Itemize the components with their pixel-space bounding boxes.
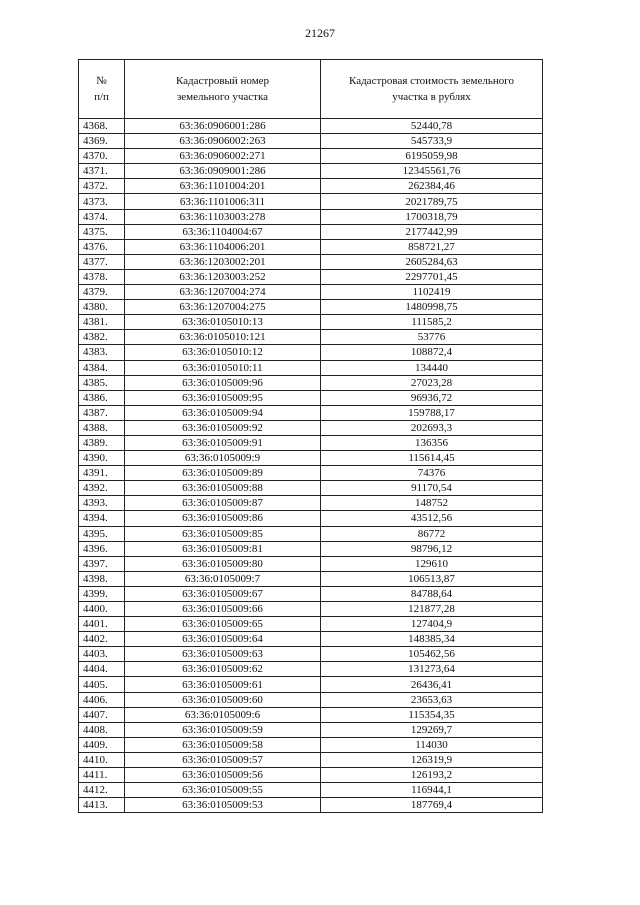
table-row — [79, 768, 543, 783]
cadastral-value: 105462,56 — [321, 647, 543, 662]
cadastral-value: 108872,4 — [321, 345, 543, 360]
table-row — [79, 390, 543, 405]
table-row — [79, 752, 543, 767]
table-row — [79, 435, 543, 450]
cadastral-value: 202693,3 — [321, 420, 543, 435]
header-num: № п/п — [79, 60, 125, 119]
row-number: 4403. — [79, 647, 125, 662]
cadastral-value: 74376 — [321, 466, 543, 481]
cadastral-number: 63:36:0105009:53 — [125, 798, 321, 813]
cadastral-value: 858721,27 — [321, 239, 543, 254]
row-number: 4399. — [79, 586, 125, 601]
row-number: 4373. — [79, 194, 125, 209]
row-number: 4410. — [79, 752, 125, 767]
table-row — [79, 179, 543, 194]
table-row — [79, 602, 543, 617]
table-row — [79, 254, 543, 269]
page-number: 21267 — [305, 26, 335, 40]
row-number: 4376. — [79, 239, 125, 254]
cadastral-value: 148752 — [321, 496, 543, 511]
row-number: 4387. — [79, 405, 125, 420]
row-number: 4385. — [79, 375, 125, 390]
cadastral-number: 63:36:0906002:271 — [125, 149, 321, 164]
table-row — [79, 541, 543, 556]
row-number: 4400. — [79, 602, 125, 617]
table-row — [79, 300, 543, 315]
cadastral-number: 63:36:0105009:87 — [125, 496, 321, 511]
cadastral-value: 27023,28 — [321, 375, 543, 390]
table-row — [79, 330, 543, 345]
cadastral-number: 63:36:0105009:58 — [125, 737, 321, 752]
table-row — [79, 224, 543, 239]
row-number: 4372. — [79, 179, 125, 194]
row-number: 4413. — [79, 798, 125, 813]
table-row — [79, 134, 543, 149]
cadastral-number: 63:36:0105009:56 — [125, 768, 321, 783]
cadastral-value: 136356 — [321, 435, 543, 450]
cadastral-number: 63:36:0105009:66 — [125, 602, 321, 617]
cadastral-number: 63:36:0105009:64 — [125, 632, 321, 647]
cadastral-value: 115354,35 — [321, 707, 543, 722]
cadastral-number: 63:36:1101004:201 — [125, 179, 321, 194]
cadastral-value: 114030 — [321, 737, 543, 752]
row-number: 4406. — [79, 692, 125, 707]
cadastral-number: 63:36:0105009:6 — [125, 707, 321, 722]
cadastral-number: 63:36:0909001:286 — [125, 164, 321, 179]
table-row — [79, 617, 543, 632]
table-row — [79, 662, 543, 677]
row-number: 4394. — [79, 511, 125, 526]
table-row — [79, 707, 543, 722]
cadastral-value: 26436,41 — [321, 677, 543, 692]
table-row — [79, 526, 543, 541]
cadastral-value: 6195059,98 — [321, 149, 543, 164]
cadastral-number: 63:36:1104004:67 — [125, 224, 321, 239]
cadastral-number: 63:36:0105009:61 — [125, 677, 321, 692]
cadastral-value: 106513,87 — [321, 571, 543, 586]
cadastral-number: 63:36:0105009:80 — [125, 556, 321, 571]
row-number: 4402. — [79, 632, 125, 647]
table-row — [79, 481, 543, 496]
row-number: 4398. — [79, 571, 125, 586]
cadastral-number: 63:36:1207004:275 — [125, 300, 321, 315]
row-number: 4374. — [79, 209, 125, 224]
cadastral-number: 63:36:1203002:201 — [125, 254, 321, 269]
cadastral-value-table — [78, 59, 543, 813]
cadastral-value: 134440 — [321, 360, 543, 375]
table-row — [79, 209, 543, 224]
cadastral-value: 2605284,63 — [321, 254, 543, 269]
cadastral-value: 159788,17 — [321, 405, 543, 420]
cadastral-number: 63:36:0105010:11 — [125, 360, 321, 375]
cadastral-number: 63:36:1103003:278 — [125, 209, 321, 224]
cadastral-value: 262384,46 — [321, 179, 543, 194]
cadastral-number: 63:36:0105009:91 — [125, 435, 321, 450]
cadastral-value: 23653,63 — [321, 692, 543, 707]
table-row — [79, 239, 543, 254]
table-row — [79, 692, 543, 707]
cadastral-number: 63:36:0105009:57 — [125, 752, 321, 767]
cadastral-number: 63:36:0105009:92 — [125, 420, 321, 435]
cadastral-value: 2297701,45 — [321, 269, 543, 284]
cadastral-value: 2177442,99 — [321, 224, 543, 239]
row-number: 4397. — [79, 556, 125, 571]
table-row — [79, 269, 543, 284]
cadastral-number: 63:36:0105009:81 — [125, 541, 321, 556]
row-number: 4380. — [79, 300, 125, 315]
row-number: 4384. — [79, 360, 125, 375]
cadastral-number: 63:36:0105009:94 — [125, 405, 321, 420]
row-number: 4371. — [79, 164, 125, 179]
row-number: 4395. — [79, 526, 125, 541]
cadastral-number: 63:36:1203003:252 — [125, 269, 321, 284]
header-cadastral-value: Кадастровая стоимость земельного участка в рублях — [321, 60, 543, 119]
table-row — [79, 783, 543, 798]
table-row — [79, 798, 543, 813]
cadastral-number: 63:36:0906001:286 — [125, 119, 321, 134]
table-row — [79, 571, 543, 586]
cadastral-number: 63:36:0105009:86 — [125, 511, 321, 526]
cadastral-value: 98796,12 — [321, 541, 543, 556]
row-number: 4378. — [79, 269, 125, 284]
row-number: 4389. — [79, 435, 125, 450]
cadastral-value: 86772 — [321, 526, 543, 541]
cadastral-number: 63:36:0105009:65 — [125, 617, 321, 632]
cadastral-value: 53776 — [321, 330, 543, 345]
table-row — [79, 119, 543, 134]
cadastral-value: 116944,1 — [321, 783, 543, 798]
cadastral-value: 52440,78 — [321, 119, 543, 134]
table-row — [79, 496, 543, 511]
header-cadastral-number: Кадастровый номер земельного участка — [125, 60, 321, 119]
cadastral-value: 1700318,79 — [321, 209, 543, 224]
row-number: 4382. — [79, 330, 125, 345]
row-number: 4407. — [79, 707, 125, 722]
cadastral-number: 63:36:0105009:7 — [125, 571, 321, 586]
cadastral-number: 63:36:0105009:85 — [125, 526, 321, 541]
cadastral-number: 63:36:0105010:121 — [125, 330, 321, 345]
row-number: 4390. — [79, 451, 125, 466]
table-row — [79, 466, 543, 481]
cadastral-value: 12345561,76 — [321, 164, 543, 179]
cadastral-value: 2021789,75 — [321, 194, 543, 209]
row-number: 4370. — [79, 149, 125, 164]
cadastral-value: 126193,2 — [321, 768, 543, 783]
table-row — [79, 345, 543, 360]
cadastral-value: 115614,45 — [321, 451, 543, 466]
table-row — [79, 677, 543, 692]
cadastral-value: 129610 — [321, 556, 543, 571]
cadastral-value: 121877,28 — [321, 602, 543, 617]
row-number: 4396. — [79, 541, 125, 556]
table-row — [79, 647, 543, 662]
table-row — [79, 194, 543, 209]
cadastral-number: 63:36:0105009:9 — [125, 451, 321, 466]
table-row — [79, 164, 543, 179]
row-number: 4408. — [79, 722, 125, 737]
row-number: 4411. — [79, 768, 125, 783]
table-row — [79, 360, 543, 375]
cadastral-value: 1102419 — [321, 285, 543, 300]
cadastral-value: 148385,34 — [321, 632, 543, 647]
row-number: 4386. — [79, 390, 125, 405]
table-row — [79, 556, 543, 571]
row-number: 4383. — [79, 345, 125, 360]
cadastral-number: 63:36:0105009:55 — [125, 783, 321, 798]
table-body — [79, 119, 543, 813]
cadastral-value: 127404,9 — [321, 617, 543, 632]
table-header-row — [79, 60, 543, 119]
row-number: 4392. — [79, 481, 125, 496]
row-number: 4412. — [79, 783, 125, 798]
cadastral-number: 63:36:0105009:95 — [125, 390, 321, 405]
cadastral-number: 63:36:0906002:263 — [125, 134, 321, 149]
cadastral-number: 63:36:0105009:67 — [125, 586, 321, 601]
cadastral-value: 43512,56 — [321, 511, 543, 526]
row-number: 4377. — [79, 254, 125, 269]
cadastral-number: 63:36:0105010:13 — [125, 315, 321, 330]
cadastral-number: 63:36:0105009:63 — [125, 647, 321, 662]
row-number: 4391. — [79, 466, 125, 481]
cadastral-number: 63:36:1207004:274 — [125, 285, 321, 300]
table-row — [79, 722, 543, 737]
table-row — [79, 405, 543, 420]
table-row — [79, 586, 543, 601]
cadastral-number: 63:36:0105010:12 — [125, 345, 321, 360]
table-row — [79, 451, 543, 466]
table-row — [79, 420, 543, 435]
cadastral-value: 91170,54 — [321, 481, 543, 496]
row-number: 4379. — [79, 285, 125, 300]
table-row — [79, 285, 543, 300]
cadastral-number: 63:36:1104006:201 — [125, 239, 321, 254]
cadastral-number: 63:36:0105009:60 — [125, 692, 321, 707]
cadastral-value: 84788,64 — [321, 586, 543, 601]
cadastral-number: 63:36:0105009:96 — [125, 375, 321, 390]
cadastral-value: 131273,64 — [321, 662, 543, 677]
row-number: 4404. — [79, 662, 125, 677]
cadastral-number: 63:36:0105009:89 — [125, 466, 321, 481]
cadastral-value: 111585,2 — [321, 315, 543, 330]
row-number: 4388. — [79, 420, 125, 435]
table-row — [79, 149, 543, 164]
table-row — [79, 632, 543, 647]
row-number: 4401. — [79, 617, 125, 632]
cadastral-number: 63:36:0105009:59 — [125, 722, 321, 737]
row-number: 4393. — [79, 496, 125, 511]
cadastral-value: 129269,7 — [321, 722, 543, 737]
row-number: 4369. — [79, 134, 125, 149]
row-number: 4405. — [79, 677, 125, 692]
row-number: 4381. — [79, 315, 125, 330]
table-row — [79, 315, 543, 330]
cadastral-number: 63:36:0105009:62 — [125, 662, 321, 677]
row-number: 4368. — [79, 119, 125, 134]
cadastral-value: 126319,9 — [321, 752, 543, 767]
cadastral-number: 63:36:1101006:311 — [125, 194, 321, 209]
table-row — [79, 511, 543, 526]
table-row — [79, 737, 543, 752]
row-number: 4409. — [79, 737, 125, 752]
table-row — [79, 375, 543, 390]
cadastral-number: 63:36:0105009:88 — [125, 481, 321, 496]
cadastral-value: 545733,9 — [321, 134, 543, 149]
cadastral-value: 187769,4 — [321, 798, 543, 813]
row-number: 4375. — [79, 224, 125, 239]
cadastral-value: 1480998,75 — [321, 300, 543, 315]
cadastral-value: 96936,72 — [321, 390, 543, 405]
